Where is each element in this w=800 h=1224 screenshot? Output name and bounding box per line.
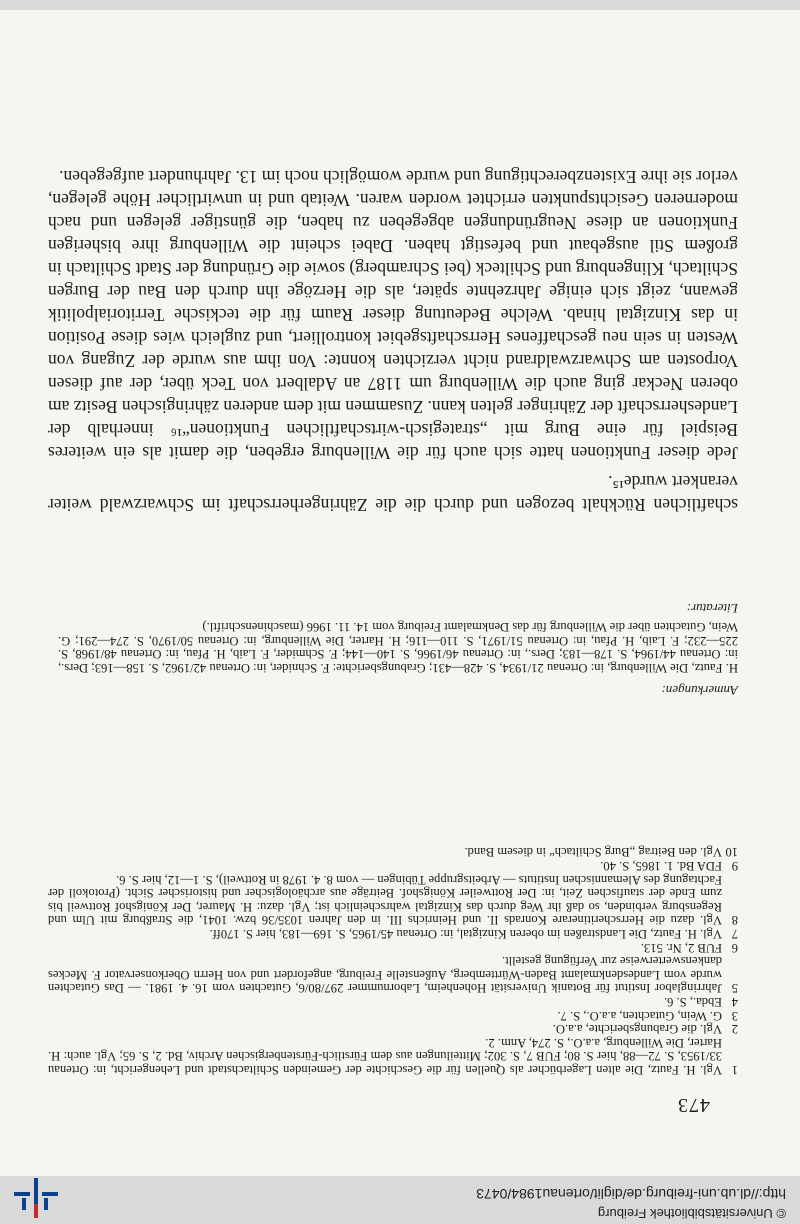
footnote-text: Ebda., S. 6.	[663, 995, 722, 1010]
literature-text: H. Fautz, Die Willenburg, in: Ortenau 21/1934, S. 428—431; Grabungsberichte: F. Schnider, in: Ortenau 42/1962, S. 158—163; Ders., in: Ortenau 44/1964, S. 178—183; Ders., in: Ortenau 46/1966, S. 140—144; F. Schmider, F. Laib, H. Pfau, in: Ortenau 48/1968, S. 225—232; F. Laib, H. Pfau, in: Ortenau 51/1971, S. 110—116; H. Harter, Die Willenburg, in: Ortenau 50/1970, S. 274—291; G. Wein, Gutachten über die Willenburg für das Denkmalamt Freiburg vom 14. 11. 1966 (maschinenschriftl.)	[58, 620, 738, 675]
footnote-text: Jahrringlabor Institut für Botanik Universität Hohenheim, Labornummer 297/80/6, Gutachten vom 16. 4. 1981. — Das Gutachten wurde vom Landesdenkmalamt Baden-Württemberg, Außenstelle Freiburg, angefordert und von Herrn Oberkonservator F. Meckes dankenswerterweise zur Verfügung gestellt.	[48, 954, 722, 996]
footnote	[48, 1022, 738, 1036]
viewer-header	[0, 1175, 800, 1224]
footnote	[48, 940, 738, 954]
footnote-text: Vgl. die Grabungsberichte, a.a.O.	[552, 1022, 722, 1037]
footnote-number: 1	[731, 1063, 738, 1077]
footnote-text: Vgl. dazu die Herrscheritinerare Konrads II. und Heinrichs III. in den Jahren 1035/36 bzw. 1041, die Straßburg mit Ulm und Regensburg verbinden, so daß ihr Weg durch das Kinzigtal wahrscheinlich ist; Vgl. dazu: H. Maurer, Der Königshof Rottweil bis zum Ende der staufischen Zeit, in: Der Rottweiler Königshof. Beiträge aus archäologischer und historischer Sicht. (Protokoll der Fachtagung des Alemannischen Instituts — Arbeitsgruppe Tübingen — vom 8. 4. 1978 in Rottweil), S. 1—12, hier S. 6.	[48, 872, 722, 928]
page-url[interactable]: http://dl.ub.uni-freiburg.de/diglit/ortenau1984/0473	[476, 1186, 786, 1202]
footnote-number: 10	[725, 845, 738, 860]
footnote-number: 6	[731, 940, 738, 955]
footnotes-list	[48, 845, 738, 1076]
page-number: 473	[677, 1094, 710, 1116]
footnote-text: FDA Bd. 1. 1865, S. 40.	[600, 859, 722, 874]
footnote-number: 7	[731, 927, 738, 942]
footnote	[48, 954, 738, 995]
footnote-text: FUB 2, Nr. 513.	[640, 940, 722, 955]
main-paragraph-1: schaftlichen Rückhalt bezogen und durch die die Zähringerherrschaft im Schwarzwald weiter verankert wurde¹⁵.	[48, 472, 738, 515]
footnote	[48, 1008, 738, 1022]
footnote	[48, 845, 738, 859]
footnote-text: Vgl. den Beitrag „Burg Schiltach“ in diesem Band.	[464, 845, 722, 860]
main-text	[48, 149, 738, 516]
scanned-page	[0, 10, 800, 1176]
footnote-number: 3	[731, 1008, 738, 1023]
footnote-text: Vgl. H. Fautz, Die alten Lagerbücher als Quellen für die Geschichte der Gemeinden Schiltachstadt und Lehengericht, in: Ortenau 33/1953, S. 72—88, hier S. 80; FUB 7, S. 302; Mitteilungen aus dem Fürstlich-Fürstenbergischen Archiv, Bd. 2, S. 65; Vgl. auch: H. Harter, Die Willenburg, a.a.O., S. 274, Anm. 2.	[48, 1035, 722, 1077]
footnote-number: 5	[731, 981, 738, 996]
literature-heading: Literatur:	[686, 601, 738, 616]
footnote	[48, 859, 738, 873]
notes-heading: Anmerkungen:	[661, 683, 738, 698]
viewer-footer	[0, 0, 800, 10]
footnote	[48, 926, 738, 940]
copyright-label: © Universitätsbibliothek Freiburg	[597, 1206, 786, 1221]
main-paragraph-2: Jede dieser Funktionen hatte sich auch für die Willenburg ergeben, die damit als ein weiteres Beispiel für eine Burg mit „strategisch-wirtschaftlichen Funktionen“¹⁶ innerhalb der Landesherrschaft der Zähringer gelten kann. Zusammen mit dem anderen zähringischen Besitz am oberen Neckar ging auch die Willenburg um 1187 an Adalbert von Teck über, der auf diesen Vorposten am Schwarzwaldrand nicht verzichten konnte: Von ihm aus wurde der Zugang von Westen in sein neu geschaffenes Herrschaftsgebiet kontrolliert, und zugleich wies diese Position in das Kinzigtal hinab. Welche Bedeutung dieser Raum für die teckische Territorialpolitik gewann, zeigt sich einige Jahrzehnte später, als die Herzöge ihn durch den Bau der Burgen Schiltach, Klingenburg und Schilteck (bei Schramberg) sowie die Gründung der Stadt Schiltach in großem Stil ausgebaut und befestigt haben. Dabei scheint die Willenburg ihre bisherigen Funktionen an diese Neugründungen abgegeben zu haben, die günstiger gelegen und nach moderneren Gesichtspunkten errichtet worden waren. Weitab und in unwirtlicher Höhe gelegen, verlor sie ihre Existenzberechtigung und wurde womöglich noch im 13. Jahrhundert aufgegeben.	[47, 167, 738, 463]
footnote-text: G. Wein, Gutachten, a.a.O., S. 7.	[557, 1008, 722, 1023]
university-logo	[6, 1178, 62, 1222]
footnote-number: 2	[731, 1022, 738, 1037]
footnote	[48, 1035, 738, 1076]
footnote-number: 8	[731, 913, 738, 928]
footnote	[48, 994, 738, 1008]
footnote-number: 9	[731, 859, 738, 874]
footnote-text: Vgl. H. Fautz, Die Landstraßen im oberen Kinzigtal, in: Ortenau 45/1965, S. 169—183, hier S. 170ff.	[209, 927, 722, 942]
footnote-number: 4	[731, 995, 738, 1010]
footnote	[48, 872, 738, 926]
